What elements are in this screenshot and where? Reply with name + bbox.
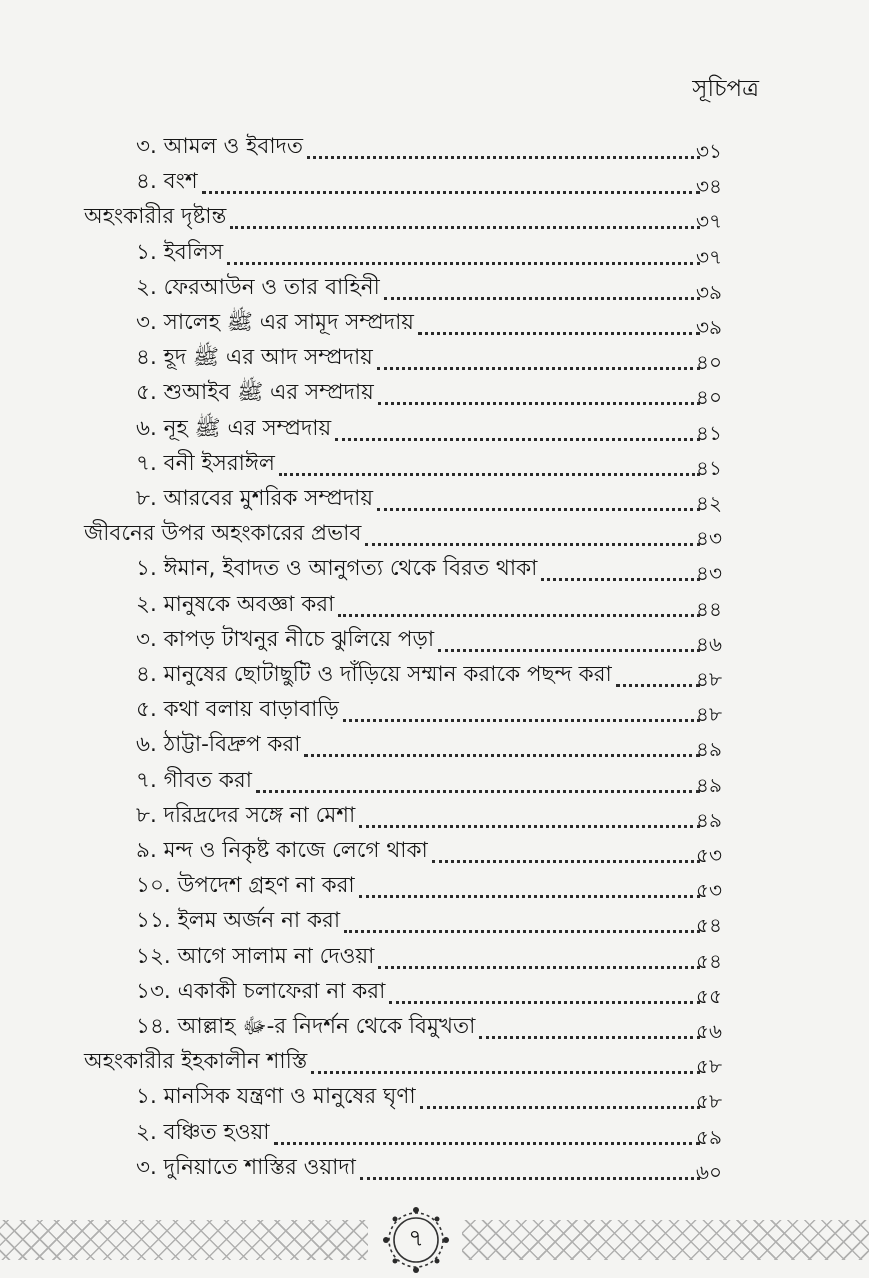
toc-page-number: ৫৩ <box>696 878 722 903</box>
toc-page-number: ৪৯ <box>696 772 722 797</box>
toc-page-number: ৪০ <box>696 350 722 375</box>
toc-item-row <box>0 414 869 446</box>
toc-item-title: ৫. শুআইব ﷺ এর সম্প্রদায় <box>136 380 374 406</box>
toc-section-title: অহংকারীর দৃষ্টান্ত <box>84 204 227 230</box>
toc-leader-dots <box>304 754 700 757</box>
toc-page-number: ৪০ <box>696 385 722 410</box>
toc-leader-dots <box>359 895 700 898</box>
toc-item-title: ৪. বংশ <box>136 169 198 195</box>
toc-page-number: ৬০ <box>696 1159 723 1184</box>
toc-item-row <box>0 1118 869 1150</box>
toc-item-row <box>0 273 869 305</box>
toc-leader-dots <box>418 332 700 335</box>
toc-item-row <box>0 906 869 938</box>
toc-item-row <box>0 308 869 340</box>
toc-page-number: ৪৯ <box>696 737 722 762</box>
toc-item-title: ৫. কথা বলায় বাড়াবাড়ি <box>136 697 339 723</box>
toc-leader-dots <box>378 966 700 969</box>
toc-item-row <box>0 590 869 622</box>
toc-page-number: ৪৪ <box>696 596 722 621</box>
page-number: ৭ <box>408 1224 424 1252</box>
toc-leader-dots <box>479 1036 700 1039</box>
toc-page-number: ৪৩ <box>696 526 722 551</box>
toc-item-title: ৪. হূদ ﷺ এর আদ সম্প্রদায় <box>136 345 373 371</box>
page-footer <box>0 1206 869 1277</box>
toc-leader-dots <box>541 578 700 581</box>
toc-item-row <box>0 1012 869 1044</box>
toc-page-number: ৩৭ <box>696 209 723 234</box>
toc-leader-dots <box>227 262 700 265</box>
toc-leader-dots <box>359 825 700 828</box>
toc-leader-dots <box>616 684 700 687</box>
toc-leader-dots <box>230 226 700 229</box>
toc-item-title: ৬. ঠাট্টা-বিদ্রুপ করা <box>136 732 301 758</box>
toc-item-title: ১১. ইলম অর্জন না করা <box>136 908 341 934</box>
toc-item-row <box>0 1153 869 1185</box>
toc-section-title: অহংকারীর ইহকালীন শাস্তি <box>84 1049 308 1075</box>
toc-item-row <box>0 871 869 903</box>
toc-item-title: ১৩. একাকী চলাফেরা না করা <box>136 978 386 1004</box>
toc-item-row <box>0 977 869 1009</box>
toc-leader-dots <box>377 508 700 511</box>
toc-item-title: ২. মানুষকে অবজ্ঞা করা <box>136 591 335 617</box>
toc-item-row <box>0 449 869 481</box>
toc-page-number: ৩৯ <box>696 315 722 339</box>
toc-leader-dots <box>279 473 700 476</box>
toc-section-row <box>0 202 869 234</box>
toc-item-title: ১২. আগে সালাম না দেওয়া <box>136 943 375 969</box>
toc-page-number: ৫৮ <box>696 1089 722 1114</box>
toc-page-number: ৩৪ <box>696 174 722 199</box>
toc-item-row <box>0 378 869 410</box>
toc-page-number: ৫৪ <box>696 948 722 973</box>
toc-item-title: ১৪. আল্লাহ ﷻ-র নিদর্শন থেকে বিমুখতা <box>136 1014 476 1039</box>
page-header-title: সূচিপত্র <box>692 76 759 102</box>
toc-leader-dots <box>335 438 700 441</box>
toc-item-row <box>0 625 869 657</box>
toc-leader-dots <box>378 402 700 405</box>
toc-item-title: ৩. আমল ও ইবাদত <box>136 134 303 159</box>
toc-item-row <box>0 660 869 692</box>
toc-leader-dots <box>274 1142 700 1145</box>
toc-leader-dots <box>344 930 700 933</box>
toc-leader-dots <box>256 790 700 793</box>
toc-page-number: ৪৮ <box>696 667 722 691</box>
toc-item-title: ১. মানসিক যন্ত্রণা ও মানুষের ঘৃণা <box>136 1084 416 1110</box>
toc-item-title: ২. ফেরআউন ও তার বাহিনী <box>136 274 380 300</box>
toc-page-number: ৪২ <box>696 491 722 515</box>
toc-leader-dots <box>343 719 700 722</box>
toc-item-title: ৩. সালেহ ﷺ এর সামূদ সম্প্রদায় <box>136 310 414 335</box>
toc-leader-dots <box>360 1177 700 1180</box>
toc-leader-dots <box>420 1106 700 1109</box>
toc-leader-dots <box>377 367 700 370</box>
toc-item-title: ২. বঞ্চিত হওয়া <box>136 1119 270 1145</box>
toc-page-number: ৩১ <box>696 139 722 163</box>
toc-item-row <box>0 836 869 868</box>
footer-ornament-left <box>0 1220 368 1260</box>
toc-leader-dots <box>311 1071 700 1074</box>
toc-item-row <box>0 343 869 375</box>
toc-item-row <box>0 238 869 270</box>
toc-item-title: ৯. মন্দ ও নিকৃষ্ট কাজে লেগে থাকা <box>136 838 428 863</box>
toc-item-row <box>0 801 869 833</box>
toc-item-title: ৬. নূহ ﷺ এর সম্প্রদায় <box>136 415 332 441</box>
toc-section-row <box>0 1047 869 1079</box>
toc-item-title: ৮. আরবের মুশরিক সম্প্রদায় <box>136 486 374 511</box>
toc-leader-dots <box>438 649 700 652</box>
toc-page-number: ৪১ <box>696 455 722 480</box>
toc-item-title: ৪. মানুষের ছোটাছুটি ও দাঁড়িয়ে সম্মান করাকে পছন্দ করা <box>136 662 612 687</box>
toc-item-title: ৭. গীবত করা <box>136 767 252 793</box>
toc-item-row <box>0 1082 869 1114</box>
toc-page-number: ৫৬ <box>696 1019 722 1043</box>
toc-item-row <box>0 554 869 586</box>
toc-item-title: ৮. দরিদ্রদের সঙ্গে না মেশা <box>136 802 356 828</box>
toc-page-number: ৫৫ <box>696 983 722 1008</box>
toc-page-number: ৪১ <box>696 420 722 445</box>
toc-page-number: ৩৯ <box>696 279 722 304</box>
toc-item-title: ১০. উপদেশ গ্রহণ না করা <box>136 873 355 899</box>
toc-item-title: ৩. কাপড় টাখনুর নীচে ঝুলিয়ে পড়া <box>136 626 435 652</box>
toc-item-row <box>0 942 869 974</box>
toc-item-row <box>0 132 869 164</box>
toc-leader-dots <box>307 156 700 159</box>
toc-leader-dots <box>389 1001 700 1004</box>
toc-item-row <box>0 484 869 516</box>
toc-item-row <box>0 167 869 199</box>
toc-item-title: ১. ইবলিস <box>136 239 224 265</box>
toc-page-number: ৪৮ <box>696 702 722 727</box>
toc-section-row <box>0 519 869 551</box>
toc-page-number: ৫৯ <box>696 1124 722 1149</box>
toc-section-title: জীবনের উপর অহংকারের প্রভাব <box>84 521 362 547</box>
toc-leader-dots <box>338 614 700 617</box>
toc-page-number: ৫৪ <box>696 913 722 938</box>
footer-ornament-right <box>462 1220 869 1260</box>
toc-item-row <box>0 695 869 727</box>
toc-item-row <box>0 766 869 798</box>
toc-leader-dots <box>432 860 700 863</box>
toc-item-title: ৩. দুনিয়াতে শাস্তির ওয়াদা <box>136 1154 356 1180</box>
toc-leader-dots <box>384 297 700 300</box>
toc-page-number: ৩৭ <box>696 244 723 269</box>
toc-page-number: ৪৬ <box>696 631 722 656</box>
toc-leader-dots <box>202 191 700 194</box>
toc-item-title: ১. ঈমান, ইবাদত ও আনুগত্য থেকে বিরত থাকা <box>136 556 538 582</box>
toc-page-number: ৪৩ <box>696 561 722 586</box>
toc-page-number: ৫৩ <box>696 843 722 867</box>
toc-page-number: ৪৯ <box>696 807 722 832</box>
toc-leader-dots <box>365 543 700 546</box>
toc-page-number: ৫৮ <box>696 1054 722 1079</box>
toc-item-title: ৭. বনী ইসরাঈল <box>136 450 275 476</box>
toc-item-row <box>0 730 869 762</box>
